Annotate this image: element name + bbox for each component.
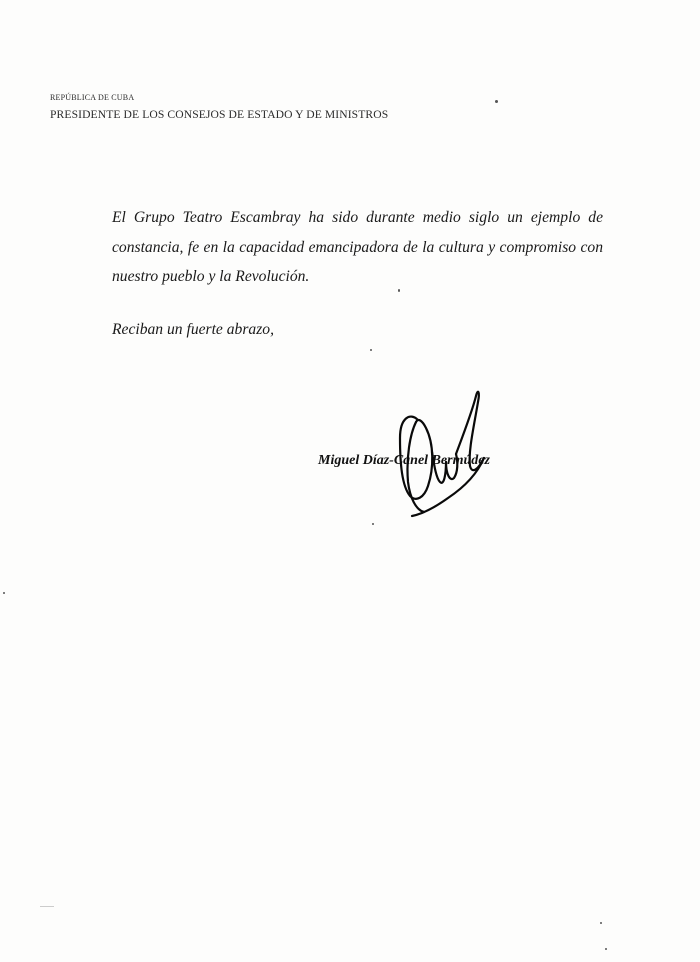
scan-speck <box>600 922 602 924</box>
letterhead-country: REPÚBLICA DE CUBA <box>50 93 135 102</box>
scan-speck <box>40 906 54 907</box>
signer-name: Miguel Díaz-Canel Bermúdez <box>318 453 490 468</box>
scan-speck <box>372 523 374 525</box>
letter-body: El Grupo Teatro Escambray ha sido durante medio siglo un ejemplo de constancia, fe en la capacidad emancipadora de la cultura y compromiso con nuestro pueblo y la Revolución. <box>112 209 603 285</box>
scan-speck <box>605 948 607 950</box>
handwritten-signature <box>388 382 498 522</box>
letter-closing: Reciban un fuerte abrazo, <box>112 321 274 338</box>
scan-speck <box>3 592 5 594</box>
scan-speck <box>370 349 372 351</box>
letterhead-office: PRESIDENTE DE LOS CONSEJOS DE ESTADO Y DE MINISTROS <box>50 108 389 121</box>
scan-speck <box>495 100 498 103</box>
scan-speck <box>398 289 400 292</box>
